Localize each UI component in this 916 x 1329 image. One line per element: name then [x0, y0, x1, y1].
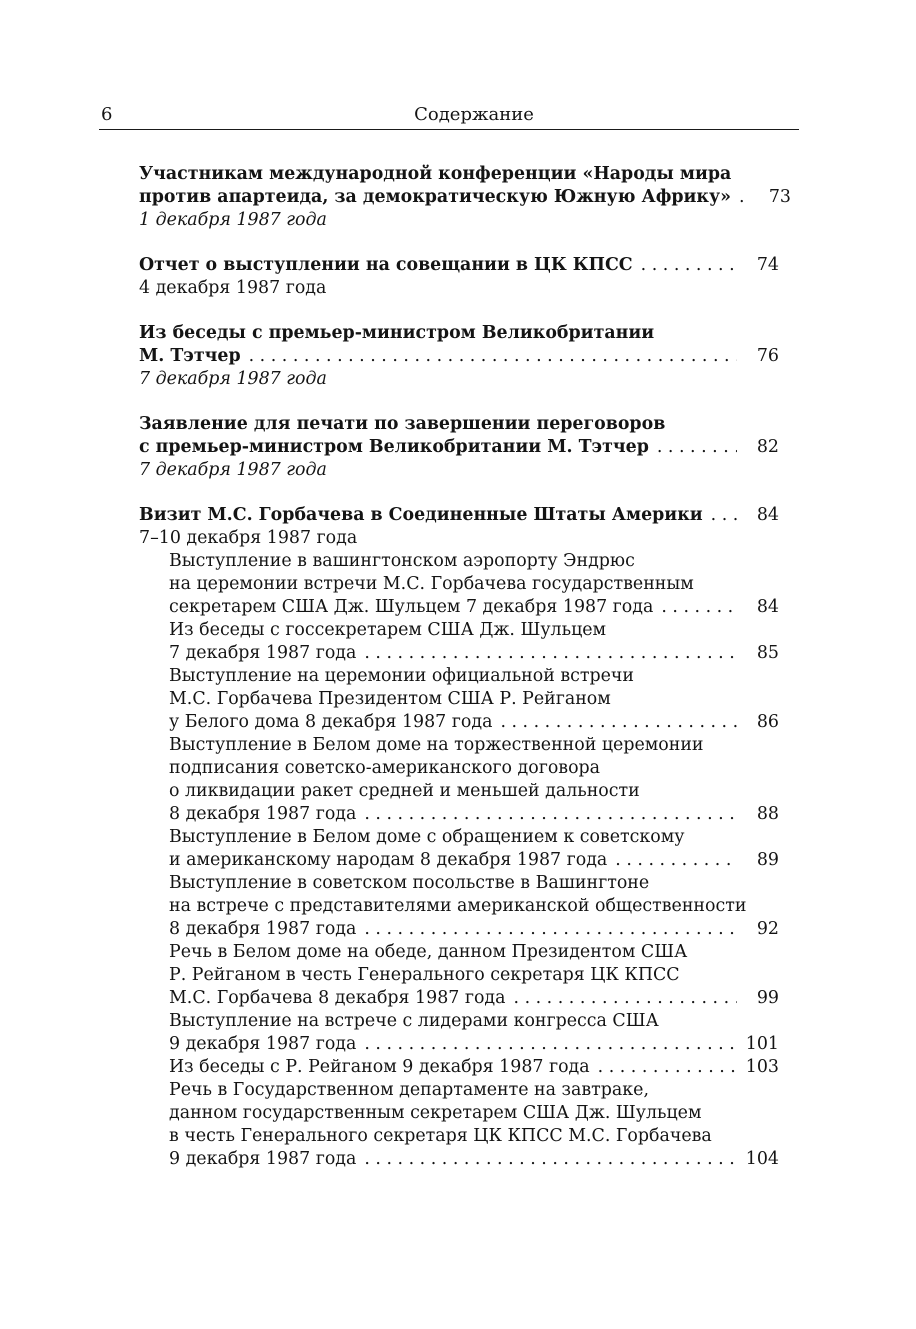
entry-title-leader-line[interactable] [139, 504, 779, 527]
dot-leader [364, 642, 737, 665]
subentry-line: в честь Генерального секретаря ЦК КПСС М.С. Горбачева [169, 1126, 712, 1146]
subentry-leader-line[interactable] [169, 849, 779, 872]
entry-title-line: Заявление для печати по завершении переговоров [139, 414, 666, 434]
entry-title-line: Визит М.С. Горбачева в Соединенные Штаты Америки [139, 505, 703, 525]
dot-leader [500, 711, 737, 734]
subentry-line: на церемонии встречи М.С. Горбачева государственным [169, 574, 694, 594]
subentry-line: 7 декабря 1987 года [169, 643, 357, 663]
toc-entry [139, 254, 779, 300]
subentry-leader-line[interactable] [169, 1148, 779, 1171]
dot-leader [364, 803, 737, 826]
subentry-leader-line[interactable] [169, 596, 779, 619]
page-number: 6 [101, 104, 113, 125]
entry-title-leader-line[interactable] [139, 345, 779, 368]
subentry-line: Р. Рейганом в честь Генерального секретаря ЦК КПСС [169, 965, 680, 985]
dot-leader [249, 345, 737, 368]
header-rule [99, 129, 799, 130]
subentry-line: о ликвидации ракет средней и меньшей дальности [169, 781, 640, 801]
entry-title-line: Отчет о выступлении на совещании в ЦК КПСС [139, 255, 633, 275]
dot-leader [364, 1033, 737, 1056]
subentry-line: Речь в Государственном департаменте на завтраке, [169, 1080, 649, 1100]
page-ref: 82 [756, 437, 779, 457]
page-ref: 101 [745, 1034, 779, 1054]
entry-title-line: с премьер-министром Великобритании М. Тэтчер [139, 437, 649, 457]
subentry-leader-line[interactable] [169, 642, 779, 665]
subentry-line: у Белого дома 8 декабря 1987 года [169, 712, 493, 732]
dot-leader [657, 436, 737, 459]
subentry-leader-line[interactable] [169, 1033, 779, 1056]
page-ref: 84 [756, 597, 779, 617]
entry-date: 4 декабря 1987 года [139, 278, 327, 298]
entry-date: 1 декабря 1987 года [139, 210, 327, 230]
running-title: Содержание [414, 104, 534, 125]
page-ref: 103 [745, 1057, 779, 1077]
subentry-line: М.С. Горбачева 8 декабря 1987 года [169, 988, 506, 1008]
page-ref: 74 [756, 255, 779, 275]
entry-title-line: М. Тэтчер [139, 346, 241, 366]
subentry-line: М.С. Горбачева Президентом США Р. Рейганом [169, 689, 611, 709]
page-ref: 85 [756, 643, 779, 663]
entry-date: 7 декабря 1987 года [139, 460, 327, 480]
subentry-line: Речь в Белом доме на обеде, данном Президентом США [169, 942, 688, 962]
dot-leader [711, 504, 737, 527]
entry-title-line: Из беседы с премьер-министром Великобритании [139, 323, 655, 343]
entry-title-leader-line[interactable] [139, 254, 779, 277]
subentry-line: Из беседы с госсекретарем США Дж. Шульцем [169, 620, 607, 640]
subentry-line: Выступление в Белом доме с обращением к советскому [169, 827, 685, 847]
dot-leader [641, 254, 737, 277]
subentry-leader-line[interactable] [169, 711, 779, 734]
entry-title-leader-line[interactable] [139, 186, 791, 209]
page-ref: 104 [745, 1149, 779, 1169]
dot-leader [514, 987, 737, 1010]
dot-leader [364, 1148, 737, 1171]
subentry-line: Выступление в вашингтонском аэропорту Эндрюс [169, 551, 635, 571]
subentry-leader-line[interactable] [169, 987, 779, 1010]
subentry-line: 9 декабря 1987 года [169, 1149, 357, 1169]
toc-entry [139, 504, 779, 1171]
subentry-leader-line[interactable] [169, 1056, 779, 1079]
dot-leader [598, 1056, 737, 1079]
subentry-leader-line[interactable] [169, 918, 779, 941]
toc-entry [139, 413, 779, 482]
table-of-contents [139, 163, 791, 1171]
subentry-line: секретарем США Дж. Шульцем 7 декабря 1987 года [169, 597, 654, 617]
subentry-line: данном государственным секретарем США Дж. Шульцем [169, 1103, 702, 1123]
subentry-line: Выступление на встрече с лидерами конгресса США [169, 1011, 659, 1031]
entry-date: 7–10 декабря 1987 года [139, 528, 358, 548]
entry-title-line: против апартеида, за демократическую Южную Африку» [139, 187, 731, 207]
dot-leader [739, 186, 749, 209]
page-ref: 88 [756, 804, 779, 824]
subentry-line: 8 декабря 1987 года [169, 919, 357, 939]
page-ref: 99 [756, 988, 779, 1008]
entry-title-line: Участникам международной конференции «Народы мира [139, 164, 732, 184]
subentry-line: 8 декабря 1987 года [169, 804, 357, 824]
page-ref: 86 [756, 712, 779, 732]
dot-leader [615, 849, 737, 872]
subentry-line: Из беседы с Р. Рейганом 9 декабря 1987 года [169, 1057, 590, 1077]
dot-leader [661, 596, 737, 619]
page-ref: 89 [756, 850, 779, 870]
subentry-line: Выступление на церемонии официальной встречи [169, 666, 635, 686]
dot-leader [364, 918, 737, 941]
subentry-list [139, 550, 779, 1171]
page-ref: 84 [756, 505, 779, 525]
page-ref: 92 [756, 919, 779, 939]
subentry-line: Выступление в советском посольстве в Вашингтоне [169, 873, 650, 893]
subentry-line: и американскому народам 8 декабря 1987 года [169, 850, 608, 870]
subentry-leader-line[interactable] [169, 803, 779, 826]
toc-entry [139, 322, 779, 391]
subentry-line: 9 декабря 1987 года [169, 1034, 357, 1054]
subentry-line: Выступление в Белом доме на торжественной церемонии [169, 735, 704, 755]
toc-entry [139, 163, 791, 232]
entry-title-leader-line[interactable] [139, 436, 779, 459]
page-ref: 76 [756, 346, 779, 366]
subentry-line: на встрече с представителями американской общественности [169, 896, 747, 916]
entry-date: 7 декабря 1987 года [139, 369, 327, 389]
subentry-line: подписания советско-американского договора [169, 758, 601, 778]
page-ref: 73 [768, 187, 791, 207]
